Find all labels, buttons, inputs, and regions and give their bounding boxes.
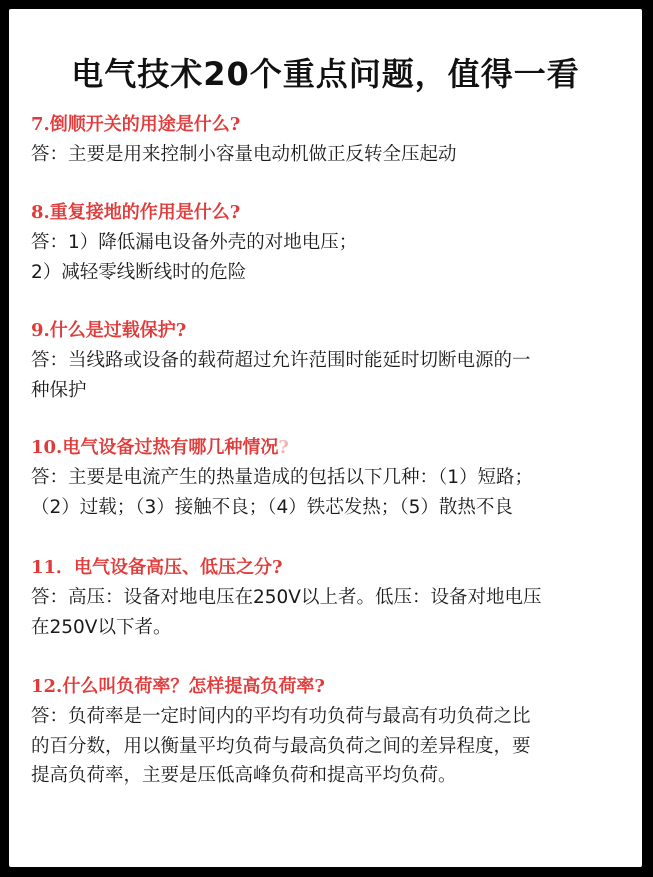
answer-line: 2）减轻零线断线时的危险: [31, 261, 247, 283]
answer-line: 答：当线路或设备的载荷超过允许范围时能延时切断电源的一: [31, 350, 531, 371]
qa-item-11: [31, 553, 631, 642]
answer-line: 答：主要是用来控制小容量电动机做正反转全压起动: [31, 144, 457, 165]
question-11: 11．电气设备高压、低压之分?: [31, 557, 283, 578]
answer-line: （2）过载；（3）接触不良；（4）铁芯发热；（5）散热不良: [31, 496, 513, 518]
qa-item-10: [31, 433, 631, 522]
answer-12: [31, 702, 631, 791]
question-7: 7.倒顺开关的用途是什么?: [31, 114, 241, 135]
page-title: 电气技术20个重点问题，值得一看: [71, 55, 580, 93]
answer-line: 在250V以下者。: [31, 616, 172, 638]
answer-line: 答：主要是电流产生的热量造成的包括以下几种：（1）短路；: [31, 467, 534, 488]
answer-line: 提高负荷率，主要是压低高峰负荷和提高平均负荷。: [31, 765, 457, 786]
document-page: [9, 9, 642, 867]
answer-8: [31, 228, 631, 287]
question-10: 10.电气设备过热有哪几种情况?: [31, 437, 289, 458]
answer-9: [31, 346, 631, 405]
qa-item-9: [31, 316, 631, 405]
qa-item-7: [31, 110, 631, 170]
qa-item-8: [31, 198, 631, 287]
question-9: 9.什么是过载保护?: [31, 320, 187, 341]
qa-item-12: [31, 672, 631, 791]
answer-7: [31, 140, 631, 170]
answer-line: 答：负荷率是一定时间内的平均有功负荷与最高有功负荷之比: [31, 706, 531, 727]
question-8: 8.重复接地的作用是什么?: [31, 202, 241, 223]
answer-line: 的百分数，用以衡量平均负荷与最高负荷之间的差异程度，要: [31, 735, 531, 757]
answer-line: 答：高压：设备对地电压在250V以上者。低压：设备对地电压: [31, 587, 542, 608]
answer-line: 种保护: [31, 379, 87, 401]
answer-line: 答：1）降低漏电设备外壳的对地电压；: [31, 232, 358, 253]
question-12: 12.什么叫负荷率？怎样提高负荷率?: [31, 676, 325, 697]
answer-10: [31, 463, 631, 522]
answer-11: [31, 583, 631, 642]
